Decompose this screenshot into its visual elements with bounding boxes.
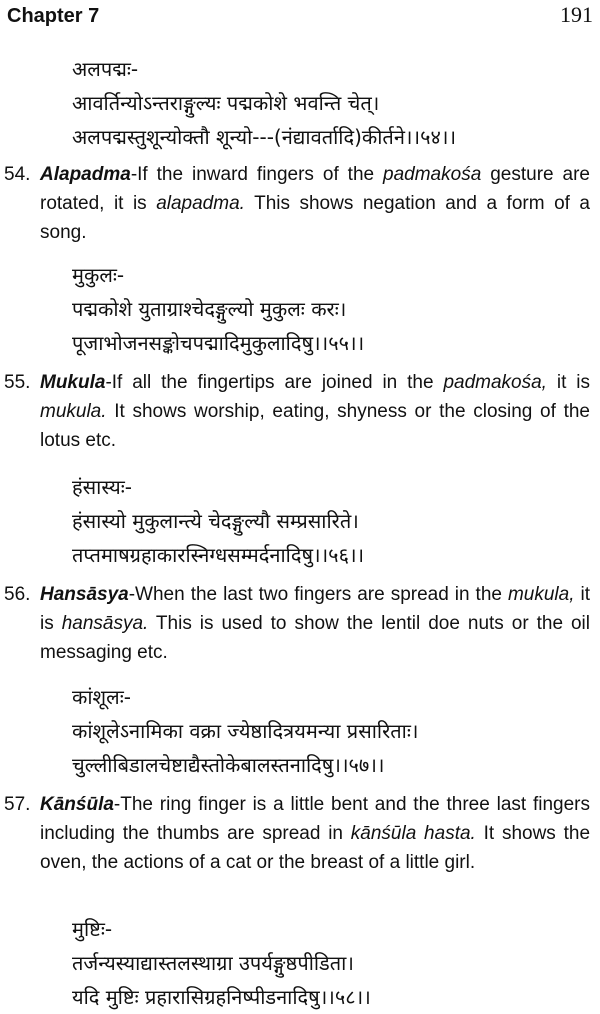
italic-term: hansāsya. — [61, 613, 149, 634]
translation-text: gesture are rotated, it is — [40, 164, 590, 214]
hand-gesture-term: Alapadma — [40, 164, 131, 185]
verse-number: 56. — [4, 584, 31, 605]
chapter-title: Chapter 7 — [7, 5, 100, 27]
translation-text: -When the last two fingers are spread in the — [128, 584, 508, 605]
sanskrit-line: चुल्लीबिडालचेष्टाद्यैस्तोकेबालस्तनादिषु।।५७।। — [72, 753, 385, 777]
sanskrit-heading: हंसास्यः- — [72, 475, 132, 499]
sanskrit-heading: अलपद्मः- — [72, 57, 139, 81]
sanskrit-line: कांशूलेऽनामिका वक्रा ज्येष्ठादित्रयमन्या प्रसारिताः। — [72, 719, 419, 743]
page-number: 191 — [560, 2, 593, 27]
verse-number: 54. — [4, 164, 31, 185]
sanskrit-verse-block — [72, 470, 580, 572]
sanskrit-line: पद्मकोशे युताग्राश्चेदङ्गुल्यो मुकुलः करः। — [72, 297, 347, 321]
page-header — [7, 2, 593, 28]
sanskrit-verse-block — [72, 52, 580, 154]
italic-term: mukula. — [40, 401, 107, 422]
italic-term: kānśūla hasta. — [350, 823, 476, 844]
sanskrit-line: आवर्तिन्योऽन्तराङ्गुल्यः पद्मकोशे भवन्ति चेत्। — [72, 91, 380, 115]
hand-gesture-term: Hansāsya — [40, 584, 129, 605]
sanskrit-line: तर्जन्यस्याद्यास्तलस्थाग्रा उपर्यङ्गुष्ठपीडिता। — [72, 951, 354, 975]
italic-term: alapadma. — [156, 193, 245, 214]
translation-text: This shows negation and a form of a song. — [40, 193, 590, 243]
sanskrit-verse-block — [72, 258, 580, 360]
sanskrit-heading: कांशूलः- — [72, 685, 131, 709]
sanskrit-verse-block — [72, 680, 580, 782]
italic-term: mukula, — [507, 584, 575, 605]
italic-term: padmakośa, — [443, 372, 547, 393]
sanskrit-line: पूजाभोजनसङ्कोचपद्मादिमुकुलादिषु।।५५।। — [72, 331, 365, 355]
translation-paragraph — [0, 790, 590, 877]
hand-gesture-term: Mukula — [40, 372, 106, 393]
verse-number: 57. — [4, 794, 31, 815]
sanskrit-line: तप्तमाषग्रहाकारस्निग्धसम्मर्दनादिषु।।५६।। — [72, 543, 365, 567]
translation-paragraph — [0, 368, 590, 455]
sanskrit-line: हंसास्यो मुकुलान्त्ये चेदङ्गुल्यौ सम्प्रसारिते। — [72, 509, 359, 533]
hand-gesture-term: Kānśūla — [40, 794, 114, 815]
translation-text: -The ring finger is a little bent and the three last fingers including the thumbs are spread in — [40, 794, 590, 844]
translation-text: -If the inward fingers of the — [130, 164, 384, 185]
translation-paragraph — [0, 160, 590, 247]
translation-text: it is — [546, 372, 590, 393]
translation-text: -If all the fingertips are joined in the — [105, 372, 444, 393]
verse-number: 55. — [4, 372, 31, 393]
translation-text: It shows the oven, the actions of a cat or the breast of a little girl. — [40, 823, 591, 873]
sanskrit-verse-block — [72, 912, 580, 1014]
translation-text: it is — [40, 584, 590, 634]
sanskrit-line: यदि मुष्टिः प्रहारासिग्रहनिष्पीडनादिषु।।५८।। — [72, 985, 371, 1009]
sanskrit-line: अलपद्मस्तुशून्योक्तौ शून्यो---(नंद्यावर्तादि)कीर्तने।।५४।। — [72, 125, 457, 149]
translation-paragraph — [0, 580, 590, 667]
translation-text: It shows worship, eating, shyness or the closing of the lotus etc. — [40, 401, 590, 451]
italic-term: padmakośa — [383, 164, 482, 185]
sanskrit-heading: मुष्टिः- — [72, 917, 113, 941]
translation-text: This is used to show the lentil doe nuts or the oil messaging etc. — [40, 613, 590, 663]
sanskrit-heading: मुकुलः- — [72, 263, 125, 287]
